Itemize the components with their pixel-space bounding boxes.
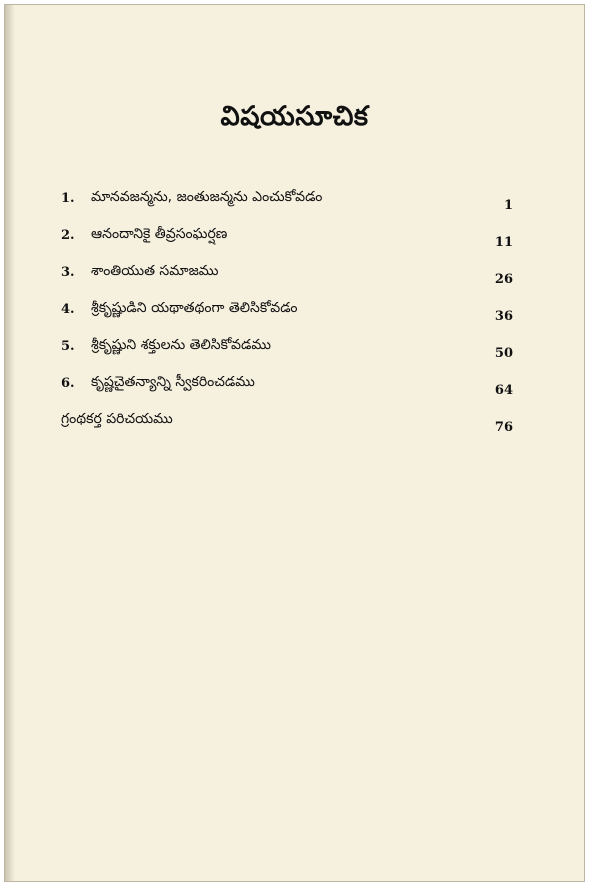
toc-page-number: 76 bbox=[494, 420, 513, 435]
toc-page-number: 50 bbox=[494, 346, 513, 361]
toc-number: 3. bbox=[61, 265, 75, 280]
toc-page-number: 11 bbox=[494, 235, 513, 250]
page-title: విషయసూచిక bbox=[220, 101, 369, 132]
toc-row-5 bbox=[61, 333, 513, 370]
toc-label: శ్రీకృష్ణుని శక్తులను తెలిసికోవడము bbox=[91, 337, 272, 353]
toc-page-number: 64 bbox=[494, 383, 513, 398]
toc-page-number: 26 bbox=[494, 272, 513, 287]
toc-page-number: 1 bbox=[503, 198, 513, 213]
toc-page-number: 36 bbox=[494, 309, 513, 324]
toc-row-1 bbox=[61, 185, 513, 222]
toc-number: 6. bbox=[61, 376, 75, 391]
toc-number: 2. bbox=[61, 228, 75, 243]
toc-label: గ్రంథకర్త పరిచయము bbox=[61, 411, 173, 427]
toc-number: 4. bbox=[61, 302, 75, 317]
toc-label: శ్రీకృష్ణుడిని యథాతథంగా తెలిసికోవడం bbox=[91, 300, 298, 316]
book-page bbox=[4, 4, 585, 882]
toc-row-7 bbox=[61, 407, 513, 444]
toc-label: కృష్ణచైతన్యాన్ని స్వీకరించడము bbox=[91, 374, 255, 390]
toc-label: శాంతియుత సమాజము bbox=[91, 263, 219, 279]
toc-label: మానవజన్మను, జంతుజన్మను ఎంచుకోవడం bbox=[91, 189, 323, 205]
toc-row-6 bbox=[61, 370, 513, 407]
toc-label: ఆనందానికై తీవ్రసంఘర్షణ bbox=[91, 226, 228, 242]
toc-row-3 bbox=[61, 259, 513, 296]
table-of-contents bbox=[61, 185, 513, 444]
toc-row-2 bbox=[61, 222, 513, 259]
toc-number: 5. bbox=[61, 339, 75, 354]
toc-number: 1. bbox=[61, 191, 75, 206]
toc-row-4 bbox=[61, 296, 513, 333]
